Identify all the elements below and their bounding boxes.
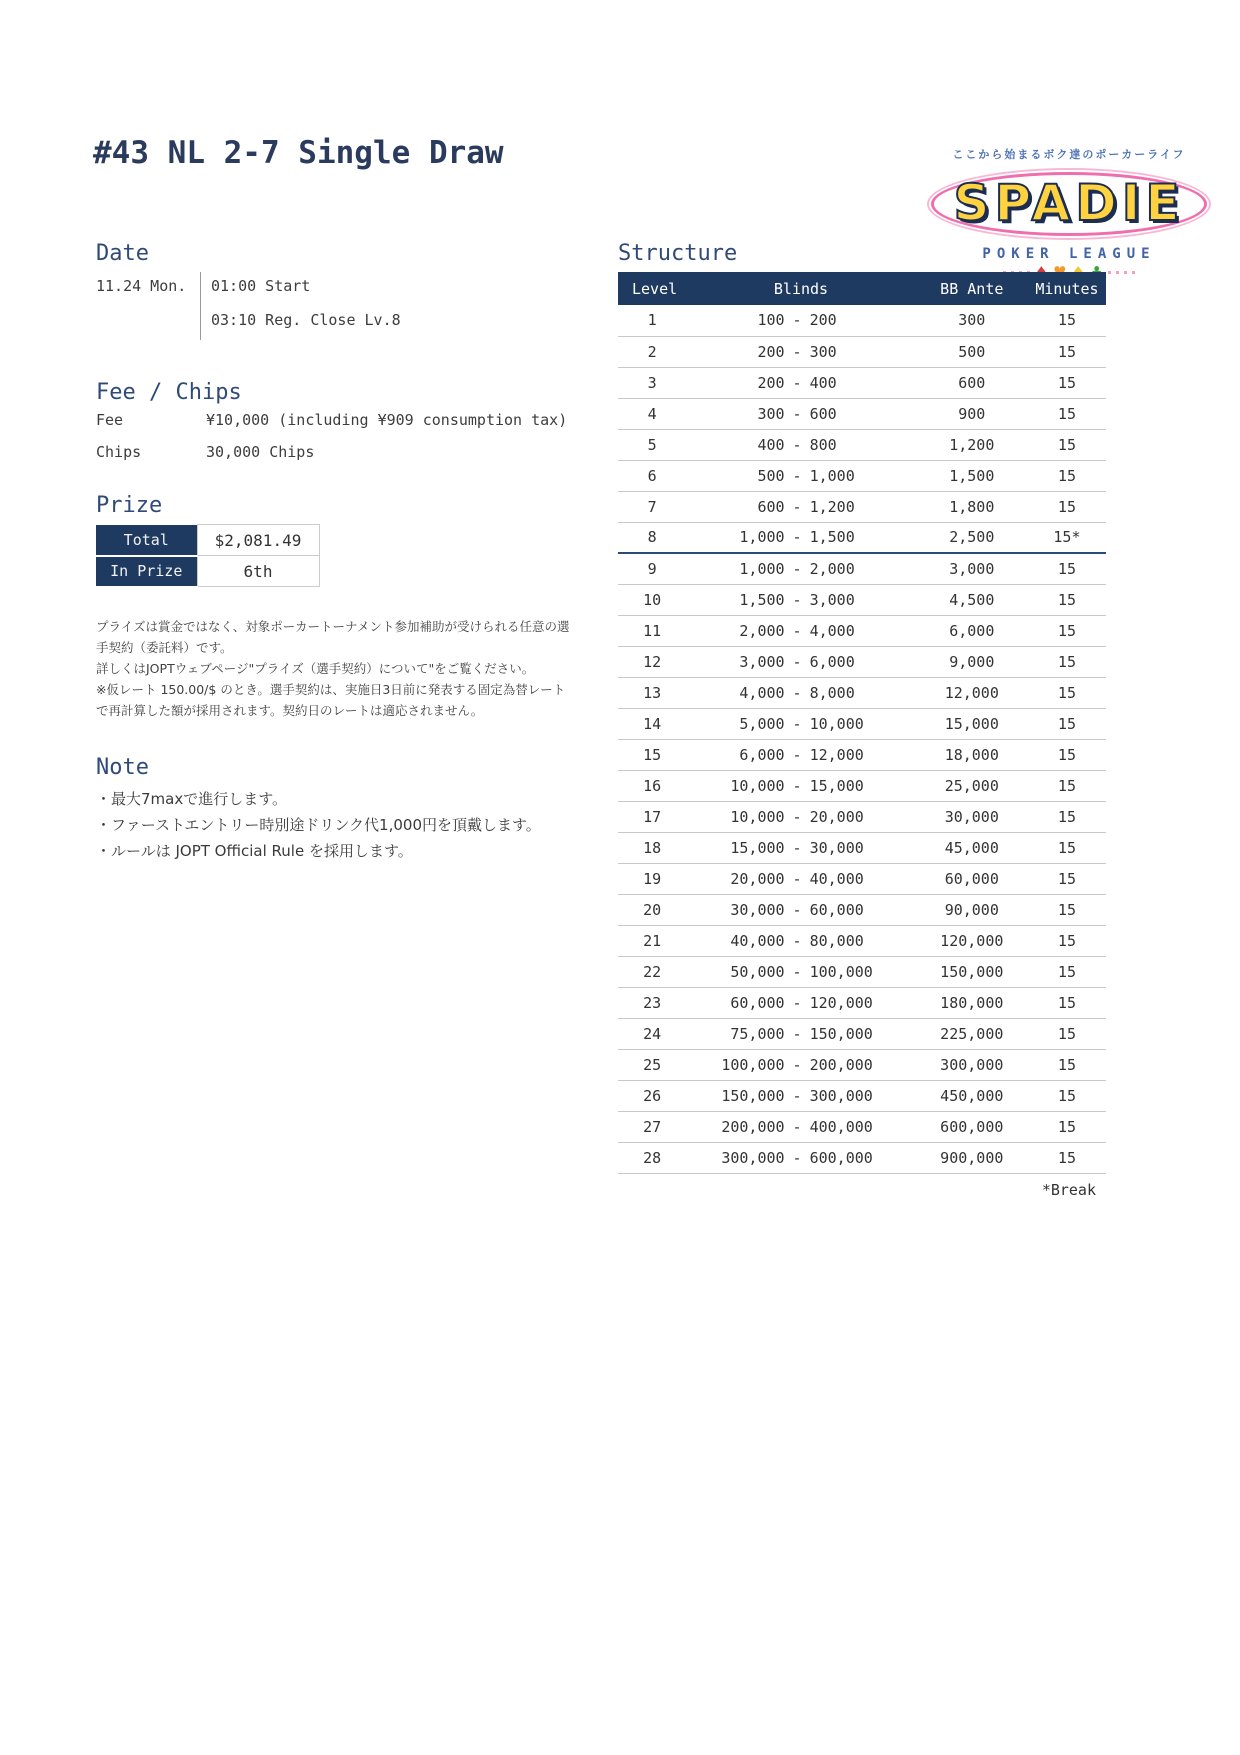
bb-ante-cell: 3,000 [916,553,1028,584]
minutes-cell: 15 [1028,739,1106,770]
big-blind: 200 [809,311,837,330]
level-cell: 5 [618,429,686,460]
blinds-dash: - [792,714,802,733]
blinds-cell [686,491,915,522]
date-time-start: 01:00 Start [211,277,311,295]
bb-ante-cell: 600 [916,367,1028,398]
small-blind: 150,000 [721,1086,785,1105]
note-section [96,755,570,864]
small-blind: 300 [757,404,785,423]
small-blind: 100 [757,311,785,330]
break-note: *Break [1041,1180,1096,1199]
minutes-cell: 15 [1028,894,1106,925]
big-blind: 1,000 [809,466,855,485]
structure-row [618,367,1106,398]
big-blind: 6,000 [809,652,855,671]
minutes-cell: 15 [1028,398,1106,429]
small-blind: 10,000 [730,807,785,826]
bb-ante-cell: 18,000 [916,739,1028,770]
small-blind: 3,000 [739,652,785,671]
disclaimer-paragraph: プライズは賞金ではなく、対象ポーカートーナメント参加補助が受けられる任意の選手契約（委託料）です。 [96,618,570,655]
bb-ante-cell: 9,000 [916,646,1028,677]
level-cell: 22 [618,956,686,987]
minutes-cell: 15 [1028,336,1106,367]
minutes-cell: 15 [1028,615,1106,646]
blinds-dash: - [792,900,802,919]
structure-row [618,305,1106,336]
big-blind: 300 [809,342,837,361]
small-blind: 1,500 [739,590,785,609]
col-header-minutes: Minutes [1028,272,1106,305]
minutes-cell: 15 [1028,770,1106,801]
level-cell: 13 [618,677,686,708]
blinds-dash: - [792,807,802,826]
col-header-blinds: Blinds [686,272,915,305]
big-blind: 8,000 [809,683,855,702]
small-blind: 500 [757,466,785,485]
logo-wordmark-block [925,164,1213,240]
structure-row [618,1018,1106,1049]
minutes-cell: 15 [1028,708,1106,739]
bb-ante-cell: 225,000 [916,1018,1028,1049]
structure-row [618,1111,1106,1142]
blinds-dash: - [792,931,802,950]
big-blind: 1,500 [809,528,855,547]
minutes-cell: 15 [1028,367,1106,398]
prize-table [96,524,320,588]
minutes-cell: 15 [1028,553,1106,584]
level-cell: 20 [618,894,686,925]
small-blind: 4,000 [739,683,785,702]
minutes-cell: 15 [1028,925,1106,956]
big-blind: 4,000 [809,621,855,640]
level-cell: 14 [618,708,686,739]
structure-row [618,429,1106,460]
big-blind: 120,000 [809,993,873,1012]
minutes-cell: 15 [1028,801,1106,832]
minutes-cell: 15 [1028,584,1106,615]
blinds-dash: - [792,621,802,640]
bb-ante-cell: 300 [916,305,1028,336]
bb-ante-cell: 500 [916,336,1028,367]
note-item: ・ルールは JOPT Official Rule を採用します。 [96,841,413,860]
blinds-cell [686,646,915,677]
bb-ante-cell: 4,500 [916,584,1028,615]
level-cell: 3 [618,367,686,398]
decor-dot [1116,271,1119,274]
big-blind: 600 [809,404,837,423]
level-cell: 8 [618,522,686,553]
structure-row [618,863,1106,894]
blinds-dash: - [792,745,802,764]
level-cell: 9 [618,553,686,584]
blinds-dash: - [792,466,802,485]
prize-disclaimer [96,616,570,721]
structure-row [618,553,1106,584]
structure-row [618,894,1106,925]
prize-heading: Prize [96,493,163,518]
blinds-cell [686,615,915,646]
blinds-dash: - [792,652,802,671]
big-blind: 600,000 [809,1148,873,1167]
structure-section [618,241,1106,1199]
bb-ante-cell: 900 [916,398,1028,429]
blinds-dash: - [792,1117,802,1136]
bb-ante-cell: 600,000 [916,1111,1028,1142]
structure-row [618,801,1106,832]
bb-ante-cell: 6,000 [916,615,1028,646]
date-block [96,272,570,340]
bb-ante-cell: 1,200 [916,429,1028,460]
level-cell: 16 [618,770,686,801]
disclaimer-paragraph: 詳しくはJOPTウェブページ"プライズ（選手契約）について"をご覧ください。 [96,660,535,676]
big-blind: 100,000 [809,962,873,981]
small-blind: 2,000 [739,621,785,640]
big-blind: 1,200 [809,497,855,516]
bb-ante-cell: 1,800 [916,491,1028,522]
blinds-cell [686,956,915,987]
structure-row [618,522,1106,553]
level-cell: 19 [618,863,686,894]
chips-row [96,443,570,461]
level-cell: 27 [618,1111,686,1142]
small-blind: 1,000 [739,559,785,578]
fee-chips-heading: Fee / Chips [96,380,242,405]
bb-ante-cell: 45,000 [916,832,1028,863]
blinds-cell [686,429,915,460]
minutes-cell: 15 [1028,429,1106,460]
blinds-cell [686,553,915,584]
structure-row [618,615,1106,646]
level-cell: 15 [618,739,686,770]
small-blind: 5,000 [739,714,785,733]
fee-row [96,411,570,429]
minutes-cell: 15 [1028,1018,1106,1049]
note-item: ・ファーストエントリー時別途ドリンク代1,000円を頂戴します。 [96,815,541,834]
structure-row [618,646,1106,677]
minutes-cell: 15 [1028,1080,1106,1111]
minutes-cell: 15 [1028,1111,1106,1142]
date-times [200,272,401,340]
big-blind: 12,000 [809,745,864,764]
prize-total-label: Total [96,525,197,556]
minutes-cell: 15 [1028,863,1106,894]
col-header-bbante: BB Ante [916,272,1028,305]
blinds-dash: - [792,342,802,361]
structure-row [618,677,1106,708]
bb-ante-cell: 60,000 [916,863,1028,894]
minutes-cell: 15 [1028,956,1106,987]
blinds-cell [686,522,915,553]
big-blind: 40,000 [809,869,864,888]
level-cell: 11 [618,615,686,646]
structure-row [618,460,1106,491]
col-header-level: Level [618,272,686,305]
fee-chips-section [96,380,570,461]
blinds-dash: - [792,993,802,1012]
structure-row [618,956,1106,987]
left-column [96,241,570,864]
structure-row [618,398,1106,429]
big-blind: 30,000 [809,838,864,857]
blinds-cell [686,1111,915,1142]
level-cell: 10 [618,584,686,615]
blinds-cell [686,398,915,429]
decor-dot [1132,271,1135,274]
structure-row [618,708,1106,739]
minutes-cell: 15* [1028,522,1106,553]
blinds-dash: - [792,962,802,981]
date-heading: Date [96,241,149,266]
blinds-cell [686,801,915,832]
minutes-cell: 15 [1028,832,1106,863]
level-cell: 6 [618,460,686,491]
structure-row [618,739,1106,770]
big-blind: 300,000 [809,1086,873,1105]
blinds-dash: - [792,528,802,547]
bb-ante-cell: 2,500 [916,522,1028,553]
chips-value: 30,000 Chips [206,443,315,461]
big-blind: 150,000 [809,1024,873,1043]
fee-label: Fee [96,411,124,429]
blinds-dash: - [792,590,802,609]
blinds-dash: - [792,1086,802,1105]
page-title: #43 NL 2-7 Single Draw [93,135,504,171]
minutes-cell: 15 [1028,677,1106,708]
structure-row [618,1080,1106,1111]
small-blind: 1,000 [739,528,785,547]
prize-inprize-value: 6th [197,556,319,587]
level-cell: 7 [618,491,686,522]
bb-ante-cell: 90,000 [916,894,1028,925]
blinds-dash: - [792,838,802,857]
blinds-cell [686,1049,915,1080]
small-blind: 600 [757,497,785,516]
blinds-cell [686,305,915,336]
blinds-cell [686,770,915,801]
bb-ante-cell: 25,000 [916,770,1028,801]
minutes-cell: 15 [1028,987,1106,1018]
minutes-cell: 15 [1028,491,1106,522]
minutes-cell: 15 [1028,305,1106,336]
blinds-dash: - [792,559,802,578]
logo-wordmark: SPADIE [953,174,1185,232]
small-blind: 300,000 [721,1148,785,1167]
big-blind: 10,000 [809,714,864,733]
blinds-cell [686,894,915,925]
blinds-cell [686,677,915,708]
note-item: ・最大7maxで進行します。 [96,789,288,808]
prize-inprize-label: In Prize [96,556,197,587]
small-blind: 400 [757,435,785,454]
structure-row [618,832,1106,863]
big-blind: 80,000 [809,931,864,950]
blinds-dash: - [792,1148,802,1167]
big-blind: 20,000 [809,807,864,826]
small-blind: 200 [757,373,785,392]
structure-header-row [618,272,1106,305]
level-cell: 1 [618,305,686,336]
minutes-cell: 15 [1028,1142,1106,1173]
structure-row [618,987,1106,1018]
bb-ante-cell: 150,000 [916,956,1028,987]
blinds-dash: - [792,373,802,392]
blinds-cell [686,1142,915,1173]
small-blind: 15,000 [730,838,785,857]
level-cell: 4 [618,398,686,429]
blinds-cell [686,584,915,615]
chips-label: Chips [96,443,142,461]
small-blind: 75,000 [730,1024,785,1043]
blinds-cell [686,708,915,739]
structure-row [618,1049,1106,1080]
bb-ante-cell: 12,000 [916,677,1028,708]
big-blind: 60,000 [809,900,864,919]
small-blind: 100,000 [721,1055,785,1074]
bb-ante-cell: 1,500 [916,460,1028,491]
small-blind: 30,000 [730,900,785,919]
minutes-cell: 15 [1028,1049,1106,1080]
blinds-cell [686,336,915,367]
level-cell: 21 [618,925,686,956]
level-cell: 18 [618,832,686,863]
big-blind: 15,000 [809,776,864,795]
bb-ante-cell: 180,000 [916,987,1028,1018]
level-cell: 2 [618,336,686,367]
level-cell: 24 [618,1018,686,1049]
structure-row [618,491,1106,522]
logo-tagline: ここから始まるボク達のポーカーライフ [952,148,1186,161]
structure-row [618,584,1106,615]
bb-ante-cell: 120,000 [916,925,1028,956]
level-cell: 12 [618,646,686,677]
bb-ante-cell: 15,000 [916,708,1028,739]
prize-total-value: $2,081.49 [197,525,319,556]
small-blind: 40,000 [730,931,785,950]
bb-ante-cell: 300,000 [916,1049,1028,1080]
level-cell: 26 [618,1080,686,1111]
small-blind: 50,000 [730,962,785,981]
prize-total-row [96,525,319,556]
big-blind: 2,000 [809,559,855,578]
blinds-dash: - [792,776,802,795]
blinds-cell [686,1018,915,1049]
small-blind: 200,000 [721,1117,785,1136]
blinds-cell [686,832,915,863]
note-items [96,786,570,864]
small-blind: 6,000 [739,745,785,764]
disclaimer-paragraph: ※仮レート 150.00/$ のとき。選手契約は、実施日3日前に発表する固定為替レートで再計算した額が採用されます。契約日のレートは適応されません。 [96,681,566,718]
note-heading: Note [96,754,149,780]
big-blind: 400 [809,373,837,392]
fee-value: ¥10,000 (including ¥909 consumption tax) [206,411,568,429]
minutes-cell: 15 [1028,646,1106,677]
decor-dot [1124,271,1127,274]
blinds-cell [686,863,915,894]
small-blind: 20,000 [730,869,785,888]
structure-row [618,336,1106,367]
structure-table [618,272,1106,1174]
blinds-dash: - [792,435,802,454]
blinds-dash: - [792,311,802,330]
blinds-dash: - [792,869,802,888]
blinds-cell [686,367,915,398]
level-cell: 17 [618,801,686,832]
bb-ante-cell: 30,000 [916,801,1028,832]
blinds-cell [686,739,915,770]
big-blind: 400,000 [809,1117,873,1136]
blinds-cell [686,925,915,956]
level-cell: 28 [618,1142,686,1173]
blinds-cell [686,987,915,1018]
date-time-regclose: 03:10 Reg. Close Lv.8 [211,311,401,329]
date-day: 11.24 Mon. [96,277,187,295]
blinds-dash: - [792,497,802,516]
small-blind: 10,000 [730,776,785,795]
small-blind: 60,000 [730,993,785,1012]
structure-heading: Structure [618,241,738,266]
decor-dot [1108,271,1111,274]
level-cell: 23 [618,987,686,1018]
level-cell: 25 [618,1049,686,1080]
structure-row [618,1142,1106,1173]
structure-row [618,770,1106,801]
blinds-cell [686,1080,915,1111]
structure-row [618,925,1106,956]
blinds-cell [686,460,915,491]
small-blind: 200 [757,342,785,361]
prize-inprize-row [96,556,319,587]
blinds-dash: - [792,683,802,702]
prize-section [96,493,570,721]
minutes-cell: 15 [1028,460,1106,491]
big-blind: 200,000 [809,1055,873,1074]
bb-ante-cell: 450,000 [916,1080,1028,1111]
blinds-dash: - [792,404,802,423]
bb-ante-cell: 900,000 [916,1142,1028,1173]
logo-subtitle: POKER LEAGUE [982,246,1156,262]
big-blind: 800 [809,435,837,454]
blinds-dash: - [792,1055,802,1074]
blinds-dash: - [792,1024,802,1043]
big-blind: 3,000 [809,590,855,609]
